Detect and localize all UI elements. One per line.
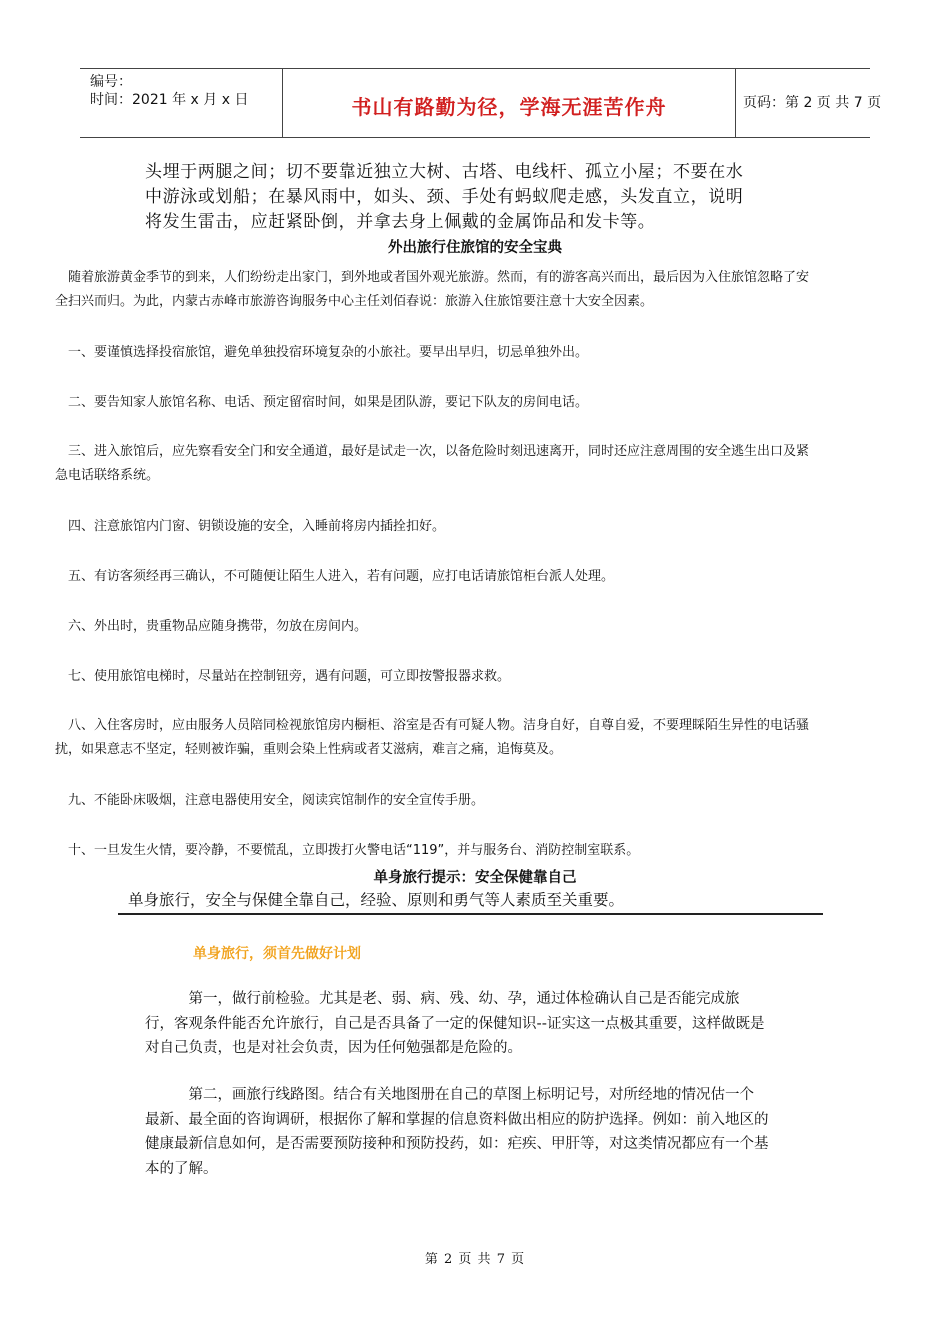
header-meta-cell xyxy=(80,69,282,137)
carryover-line: 头埋于两腿之间；切不要靠近独立大树、古塔、电线杆、孤立小屋；不要在水 xyxy=(145,162,744,182)
rule-item-10 xyxy=(55,839,895,863)
plan-heading: 单身旅行，须首先做好计划 xyxy=(193,946,361,962)
plan-line: 第一，做行前检验。尤其是老、弱、病、残、幼、孕，通过体检确认自己是否能完成旅 xyxy=(145,991,740,1007)
rule-item-8 xyxy=(55,714,895,762)
intro-paragraph xyxy=(55,266,895,314)
header-page-label: 页码：第 2 页 共 7 页 xyxy=(743,95,882,111)
rule-line: 四、注意旅馆内门窗、钥锁设施的安全，入睡前将房内插拴扣好。 xyxy=(55,519,446,534)
header-page-cell xyxy=(735,69,882,137)
rule-line: 一、要谨慎选择投宿旅馆，避免单独投宿环境复杂的小旅社。要早出早归，切忌单独外出。 xyxy=(55,345,589,360)
section-title-solo-travel: 单身旅行提示：安全保健靠自己 xyxy=(373,870,577,886)
plan-line: 行，客观条件能否允许旅行，自己是否具备了一定的保健知识--证实这一点极其重要，这样做既是 xyxy=(145,1015,765,1032)
plan-line: 健康最新信息如何，是否需要预防接种和预防投药，如：疟疾、甲肝等，对这类情况都应有一个基 xyxy=(145,1136,769,1152)
rule-line: 二、要告知家人旅馆名称、电话、预定留宿时间，如果是团队游，要记下队友的房间电话。 xyxy=(55,395,589,410)
page-footer: 第 2 页 共 7 页 xyxy=(424,1252,526,1267)
rule-item-1 xyxy=(55,341,895,365)
rule-item-4 xyxy=(55,515,895,539)
rule-item-6 xyxy=(55,615,895,639)
carryover-line: 中游泳或划船；在暴风雨中，如头、颈、手处有蚂蚁爬走感，头发直立，说明 xyxy=(145,187,744,207)
solo-travel-intro: 单身旅行，安全与保健全靠自己，经验、原则和勇气等人素质至关重要。 xyxy=(128,891,625,909)
rule-line: 七、使用旅馆电梯时，尽量站在控制钮旁，遇有问题，可立即按警报器求救。 xyxy=(55,669,511,684)
rule-line: 十、一旦发生火情，要冷静，不要慌乱，立即拨打火警电话“119”，并与服务台、消防控制室联系。 xyxy=(55,843,640,858)
carryover-text xyxy=(145,160,825,235)
plan-paragraph-2 xyxy=(145,1083,835,1181)
rule-item-3 xyxy=(55,440,895,488)
doc-number-label: 编号： xyxy=(90,74,132,90)
rule-line: 六、外出时，贵重物品应随身携带，勿放在房间内。 xyxy=(55,619,368,634)
plan-line: 最新、最全面的咨询调研，根据你了解和掌握的信息资料做出相应的防护选择。例如：前入地区的 xyxy=(145,1111,769,1128)
plan-paragraph-1 xyxy=(145,987,835,1061)
section-title-hotel-safety: 外出旅行住旅馆的安全宝典 xyxy=(388,240,562,256)
rule-item-7 xyxy=(55,665,895,689)
rule-item-9 xyxy=(55,789,895,813)
plan-line: 对自己负责，也是对社会负责，因为任何勉强都是危险的。 xyxy=(145,1040,522,1056)
header-motto: 书山有路勤为径，学海无涯苦作舟 xyxy=(351,95,667,119)
section-divider xyxy=(118,913,823,915)
intro-line: 随着旅游黄金季节的到来，人们纷纷走出家门，到外地或者国外观光旅游。然而，有的游客高兴而出，最后因为入住旅馆忽略了安 xyxy=(55,270,810,285)
rule-item-2 xyxy=(55,391,895,415)
rule-line: 急电话联络系统。 xyxy=(55,468,160,483)
rule-line: 八、入住客房时，应由服务人员陪同检视旅馆房内橱柜、浴室是否有可疑人物。洁身自好，自尊自爱，不要理睬陌生异性的电话骚 xyxy=(55,718,810,733)
rule-line: 三、进入旅馆后，应先察看安全门和安全通道，最好是试走一次，以备危险时刻迅速离开，同时还应注意周围的安全逃生出口及紧 xyxy=(55,444,810,459)
rule-line: 五、有访客须经再三确认，不可随便让陌生人进入，若有问题，应打电话请旅馆柜台派人处理。 xyxy=(55,569,615,584)
plan-line: 本的了解。 xyxy=(145,1160,218,1177)
doc-time-label: 时间：2021 年 x 月 x 日 xyxy=(90,92,249,108)
rule-line: 九、不能卧床吸烟，注意电器使用安全，阅读宾馆制作的安全宣传手册。 xyxy=(55,793,485,808)
intro-line: 全扫兴而归。为此，内蒙古赤峰市旅游咨询服务中心主任刘佰春说：旅游入住旅馆要注意十大安全因素。 xyxy=(55,294,654,309)
carryover-line: 将发生雷击，应赶紧卧倒，并拿去身上佩戴的金属饰品和发卡等。 xyxy=(145,212,656,232)
plan-line: 第二，画旅行线路图。结合有关地图册在自己的草图上标明记号，对所经地的情况估一个 xyxy=(145,1087,754,1103)
rule-item-5 xyxy=(55,565,895,589)
page-header xyxy=(80,68,882,138)
header-motto-cell xyxy=(282,69,736,137)
rule-line: 扰，如果意志不坚定，轻则被诈骗，重则会染上性病或者艾滋病，难言之痛，追悔莫及。 xyxy=(55,742,563,757)
